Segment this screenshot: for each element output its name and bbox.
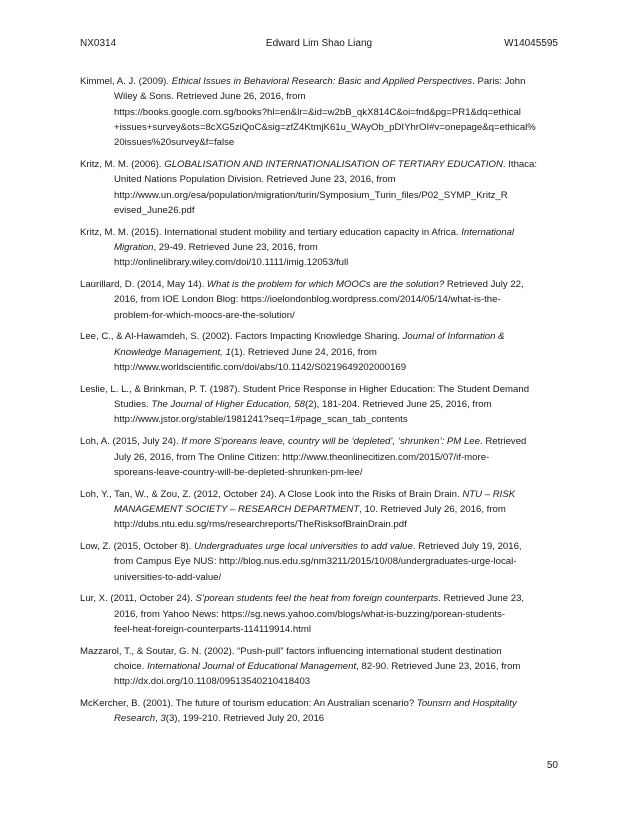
reference-text: McKercher, B. (2001). The future of tourism education: An Australian scenario? <box>80 698 417 710</box>
reference-text: , <box>155 713 161 725</box>
reference-entry <box>80 277 564 323</box>
reference-text: Leslie, L. L., & Brinkman, P. T. (1987). Student Price Response in Higher Education: The Student Demand <box>80 383 530 395</box>
reference-italic-text: Knowledge Management, 1 <box>114 346 231 358</box>
reference-entry <box>80 539 564 585</box>
reference-line <box>80 465 564 480</box>
reference-entry <box>80 382 564 428</box>
reference-line <box>80 105 564 120</box>
reference-text: Low, Z. (2015, October 8). <box>80 541 195 553</box>
reference-line <box>80 120 564 135</box>
reference-entry <box>80 487 564 533</box>
reference-entry <box>80 157 564 218</box>
reference-text: Studies. <box>114 399 152 411</box>
reference-line <box>80 570 564 585</box>
reference-text: feel-heat-foreign-counterparts-114119914.html <box>114 624 311 635</box>
header-course-code: NX0314 <box>80 38 117 49</box>
page-number: 50 <box>546 760 558 771</box>
reference-line <box>80 434 564 449</box>
reference-text: evised_June26.pdf <box>114 204 195 216</box>
reference-line <box>80 517 564 532</box>
reference-line <box>80 554 564 569</box>
reference-entry <box>80 329 564 375</box>
reference-line <box>80 157 564 172</box>
reference-line <box>80 412 564 427</box>
reference-text: from Campus Eye NUS: http://blog.nus.edu.sg/nm3211/2015/10/08/undergraduates-urge-local- <box>114 556 517 568</box>
reference-text: Lur, X. (2011, October 24). <box>80 593 196 605</box>
reference-text: http://dx.doi.org/10.1108/09513540210418403 <box>114 676 311 688</box>
reference-line <box>80 539 564 554</box>
reference-text: sporeans-leave-country-will-be-depleted-shrunken-pm-lee/ <box>114 466 363 478</box>
reference-text: Loh, A. (2015, July 24). <box>80 436 182 448</box>
reference-line <box>80 674 564 689</box>
reference-entry <box>80 696 564 727</box>
reference-line <box>80 203 564 218</box>
reference-text: United Nations Population Division. Retrieved June 23, 2016, from <box>114 174 396 186</box>
reference-text: +issues+survey&ots=8cXG5ziQoC&sig=zfZ4KtmjK61u_WAyOb_pDIYhrOI#v=onepage&q=ethical% <box>114 121 536 133</box>
reference-italic-text: NTU – RISK <box>462 488 516 500</box>
reference-italic-text: If more S’poreans leave, country will be ‘depleted’, ‘shrunken’: PM Lee <box>181 436 480 448</box>
reference-line <box>80 255 564 270</box>
reference-text: Laurillard, D. (2014, May 14). <box>80 279 207 291</box>
reference-line <box>80 292 564 307</box>
reference-text: Kritz, M. M. (2015). International student mobility and tertiary education capacity in Africa. <box>80 226 462 238</box>
reference-text: , 82-90. Retrieved June 23, 2016, from <box>356 661 521 673</box>
reference-line <box>80 450 564 465</box>
reference-text: http://onlinelibrary.wiley.com/doi/10.1111/imig.12053/full <box>114 257 349 269</box>
reference-line <box>80 360 564 375</box>
reference-text: http://www.worldscientific.com/doi/abs/10.1142/S0219649202000169 <box>114 362 407 374</box>
reference-line <box>80 591 564 606</box>
reference-list <box>80 74 564 733</box>
reference-text: choice. <box>114 661 148 673</box>
reference-text: . Retrieved June 23, <box>438 593 525 605</box>
reference-italic-text: Ethical Issues in Behavioral Research: Basic and Applied Perspectives <box>171 76 473 87</box>
reference-text: 20issues%20survey&f=false <box>114 137 235 149</box>
reference-text: http://www.jstor.org/stable/1981241?seq=1#page_scan_tab_contents <box>114 414 408 426</box>
reference-line <box>80 502 564 517</box>
reference-text: http://www.un.org/esa/population/migration/turin/Symposium_Turin_files/P02_SYMP_Kritz_R <box>114 189 508 201</box>
reference-line <box>80 382 564 397</box>
reference-line <box>80 711 564 726</box>
reference-italic-text: Research <box>114 713 156 725</box>
reference-line <box>80 397 564 412</box>
reference-text: Kimmel, A. J. (2009). <box>80 76 172 87</box>
reference-line <box>80 172 564 187</box>
reference-text: Wiley & Sons. Retrieved June 26, 2016, from <box>114 91 306 103</box>
reference-entry <box>80 591 564 637</box>
reference-text: universities-to-add-value/ <box>114 571 222 583</box>
reference-italic-text: International Journal of Educational Management <box>147 661 357 673</box>
reference-text: , 10. Retrieved July 26, 2016, from <box>359 503 506 515</box>
reference-text: https://books.google.com.sg/books?hl=en&lr=&id=w2bB_qkX814C&oi=fnd&pg=PR1&dq=ethical <box>114 106 521 118</box>
reference-text: . Ithaca: <box>502 158 538 170</box>
reference-line <box>80 135 564 150</box>
reference-text: Lee, C., & Al-Hawamdeh, S. (2002). Factors Impacting Knowledge Sharing. <box>80 331 403 343</box>
reference-italic-text: MANAGEMENT SOCIETY – RESEARCH DEPARTMENT <box>114 503 360 515</box>
reference-italic-text: International <box>461 226 515 238</box>
reference-text: 2016, from IOE London Blog: https://ioelondonblog.wordpress.com/2014/05/14/what-is-the- <box>114 294 501 306</box>
reference-text: (1). Retrieved June 24, 2016, from <box>230 346 377 358</box>
reference-text: problem-for-which-moocs-are-the-solution/ <box>114 309 295 321</box>
reference-italic-text: Tounsrn and Hospitality <box>416 698 517 710</box>
reference-line <box>80 659 564 674</box>
reference-italic-text: The Journal of Higher Education, 58 <box>151 399 305 411</box>
reference-text: Loh, Y., Tan, W., & Zou, Z. (2012, October 24). A Close Look into the Risks of Brain Drain. <box>80 488 463 500</box>
page-header <box>80 38 558 52</box>
reference-entry <box>80 644 564 690</box>
reference-text: Retrieved July 22, <box>444 279 524 291</box>
reference-italic-text: What is the problem for which MOOCs are the solution? <box>206 279 445 291</box>
reference-entry <box>80 225 564 271</box>
reference-text: Kritz, M. M. (2006). <box>80 158 165 170</box>
reference-line <box>80 696 564 711</box>
reference-text: . Retrieved July 19, 2016, <box>412 541 522 553</box>
reference-italic-text: Undergraduates urge local universities to add value <box>194 541 413 553</box>
reference-text: July 26, 2016, from The Online Citizen: http://www.theonlinecitizen.com/2015/07/if-more- <box>114 451 490 463</box>
reference-entry <box>80 74 564 150</box>
reference-italic-text: Journal of Information & <box>402 331 505 343</box>
reference-line <box>80 487 564 502</box>
reference-text: (2), 181-204. Retrieved June 25, 2016, from <box>304 399 492 411</box>
reference-line <box>80 225 564 240</box>
reference-line <box>80 622 564 637</box>
reference-text: . Retrieved <box>479 436 527 448</box>
reference-text: http://dubs.ntu.edu.sg/rms/researchreports/TheRisksofBrainDrain.pdf <box>114 519 407 531</box>
reference-text: . Paris: John <box>472 76 526 87</box>
reference-text: Mazzarol, T., & Soutar, G. N. (2002). “Push-pull” factors influencing international student destination <box>80 645 502 657</box>
reference-text: (3), 199-210. Retrieved July 20, 2016 <box>165 713 325 725</box>
reference-italic-text: GLOBALISATION AND INTERNATIONALISATION OF TERTIARY EDUCATION <box>164 158 503 170</box>
reference-text: 2016, from Yahoo News: https://sg.news.yahoo.com/blogs/what-is-buzzing/porean-students- <box>114 608 506 620</box>
reference-line <box>80 277 564 292</box>
header-author-name: Edward Lim Shao Liang <box>265 38 373 49</box>
reference-text: , 29-49. Retrieved June 23, 2016, from <box>153 241 318 253</box>
reference-italic-text: S’porean students feel the heat from foreign counterparts <box>195 593 439 605</box>
reference-italic-text: Migration <box>114 241 154 253</box>
reference-entry <box>80 434 564 480</box>
reference-line <box>80 308 564 323</box>
reference-line <box>80 644 564 659</box>
reference-line <box>80 240 564 255</box>
reference-line <box>80 607 564 622</box>
reference-line <box>80 74 564 89</box>
reference-line <box>80 329 564 344</box>
reference-italic-text: 3 <box>160 713 166 725</box>
reference-line <box>80 345 564 360</box>
reference-line <box>80 89 564 104</box>
reference-line <box>80 188 564 203</box>
header-student-id: W14045595 <box>504 38 558 49</box>
